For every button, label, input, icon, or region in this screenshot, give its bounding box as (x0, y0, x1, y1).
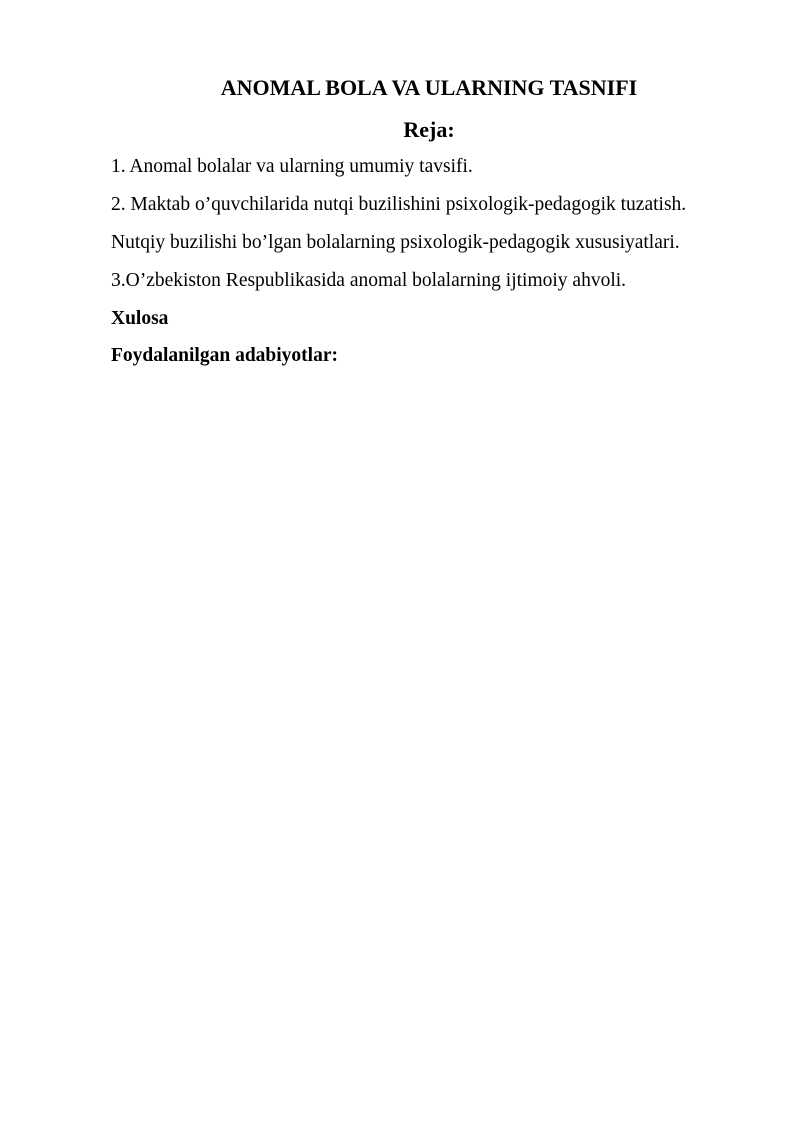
plan-item-3: 3.O’zbekiston Respublikasida anomal bolalarning ijtimoiy ahvoli. (111, 270, 627, 291)
plan-item-1: 1. Anomal bolalar va ularning umumiy tavsifi. (111, 156, 473, 177)
conclusion-heading: Xulosa (111, 308, 169, 329)
plan-item-2: 2. Maktab o’quvchilarida nutqi buzilishini psixologik-pedagogik tuzatish. (111, 194, 687, 215)
plan-heading: Reja: (403, 117, 455, 142)
references-heading: Foydalanilgan adabiyotlar: (111, 345, 338, 366)
plan-item-2-continuation: Nutqiy buzilishi bo’lgan bolalarning psixologik-pedagogik xususiyatlari. (111, 232, 680, 253)
document-title: ANOMAL BOLA VA ULARNING TASNIFI (220, 75, 638, 100)
